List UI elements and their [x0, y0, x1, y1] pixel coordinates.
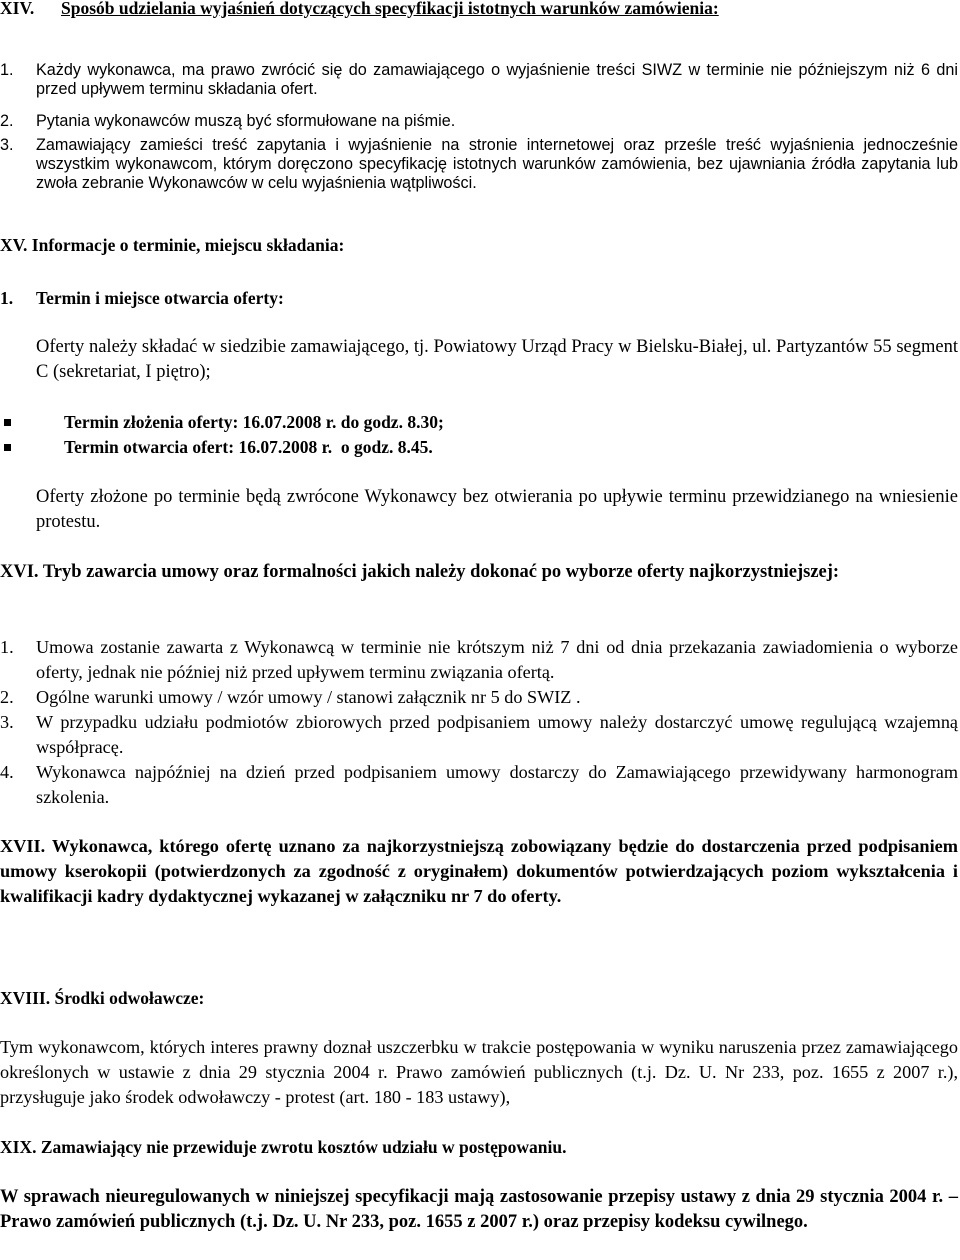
list-item-text: Pytania wykonawców muszą być sformułowane na piśmie. — [36, 112, 456, 130]
submission-place-text: Oferty należy składać w siedzibie zamawiającego, tj. Powiatowy Urząd Pracy w Bielsku-Białej, ul. Partyzantów 55 segment C (sekretariat, I piętro); — [36, 337, 958, 382]
list-item-number: 3. — [0, 136, 14, 154]
section-xviii-text: Tym wykonawcom, których interes prawny doznał uszczerbku w trakcie postępowania w wyniku naruszenia przez zamawiającego określonych w ustawie z dnia 29 stycznia 2004 r. Prawo zamówień publicznych (t.j. Dz. U. Nr 233, poz. 1655 z 2007 r.), przysługuje jako środek odwoławczy - protest (art. 180 - 183 ustawy), — [0, 1037, 958, 1107]
list-item-number: 2. — [0, 112, 14, 130]
section-xvi-heading: XVI. Tryb zawarcia umowy oraz formalności jakich należy dokonać po wyborze oferty najkorzystniejszej: — [0, 562, 840, 582]
section-xvii-text: XVII. Wykonawca, którego ofertę uznano za najkorzystniejszą zobowiązany będzie do dostarczenia przed podpisaniem umowy kserokopii (potwierdzonych za zgodność z oryginałem) dokumentów potwierdzających poziom wykształcenia i kwalifikacji kadry dydaktycznej wykazanej w załączniku nr 7 do oferty. — [0, 836, 958, 906]
section-xiv-title: Sposób udzielania wyjaśnień dotyczących specyfikacji istotnych warunków zamówienia: — [61, 0, 719, 18]
late-offers-text: Oferty złożone po terminie będą zwrócone Wykonawcy bez otwierania po upływie terminu przewidzianego na wniesienie protestu. — [36, 487, 958, 532]
final-provisions-text: W sprawach nieuregulowanych w niniejszej specyfikacji mają zastosowanie przepisy ustawy z dnia 29 stycznia 2004 r. – Prawo zamówień publicznych (t.j. Dz. U. Nr 233, poz. 1655 z 2007 r.) oraz przepisy kodeksu cywilnego. — [0, 1187, 958, 1232]
section-xiv-roman: XIV. — [0, 0, 35, 18]
bullet-list — [0, 410, 958, 460]
section-xix-heading: XIX. Zamawiający nie przewiduje zwrotu kosztów udziału w postępowaniu. — [0, 1137, 567, 1157]
list-item-number: 1. — [0, 61, 14, 79]
square-bullet-icon — [4, 419, 11, 426]
section-xiv-heading — [0, 0, 958, 21]
list-item: Termin otwarcia ofert: 16.07.2008 r. o godz. 8.45. — [0, 435, 958, 460]
section-xv-heading: XV. Informacje o terminie, miejscu składania: — [0, 235, 345, 255]
subsection-heading: 1. Termin i miejsce otwarcia oferty: — [0, 288, 284, 308]
list-item-text: Zamawiający zamieści treść zapytania i wyjaśnienie na stronie internetowej oraz prześle treść wyjaśnienia jednocześnie wszystkim wykonawcom, którym doręczono specyfikację istotnych warunków zamówienia, bez ujawniania źródła zapytania lub zwoła zebranie Wykonawców w celu wyjaśnienia wątpliwości. — [36, 136, 958, 192]
section-xviii-heading: XVIII. Środki odwoławcze: — [0, 988, 205, 1008]
square-bullet-icon — [4, 444, 11, 451]
list-item-text: Każdy wykonawca, ma prawo zwrócić się do zamawiającego o wyjaśnienie treści SIWZ w terminie nie późniejszym niż 6 dni przed upływem terminu składania ofert. — [36, 61, 958, 98]
list-item: Termin złożenia oferty: 16.07.2008 r. do godz. 8.30; — [0, 410, 958, 435]
